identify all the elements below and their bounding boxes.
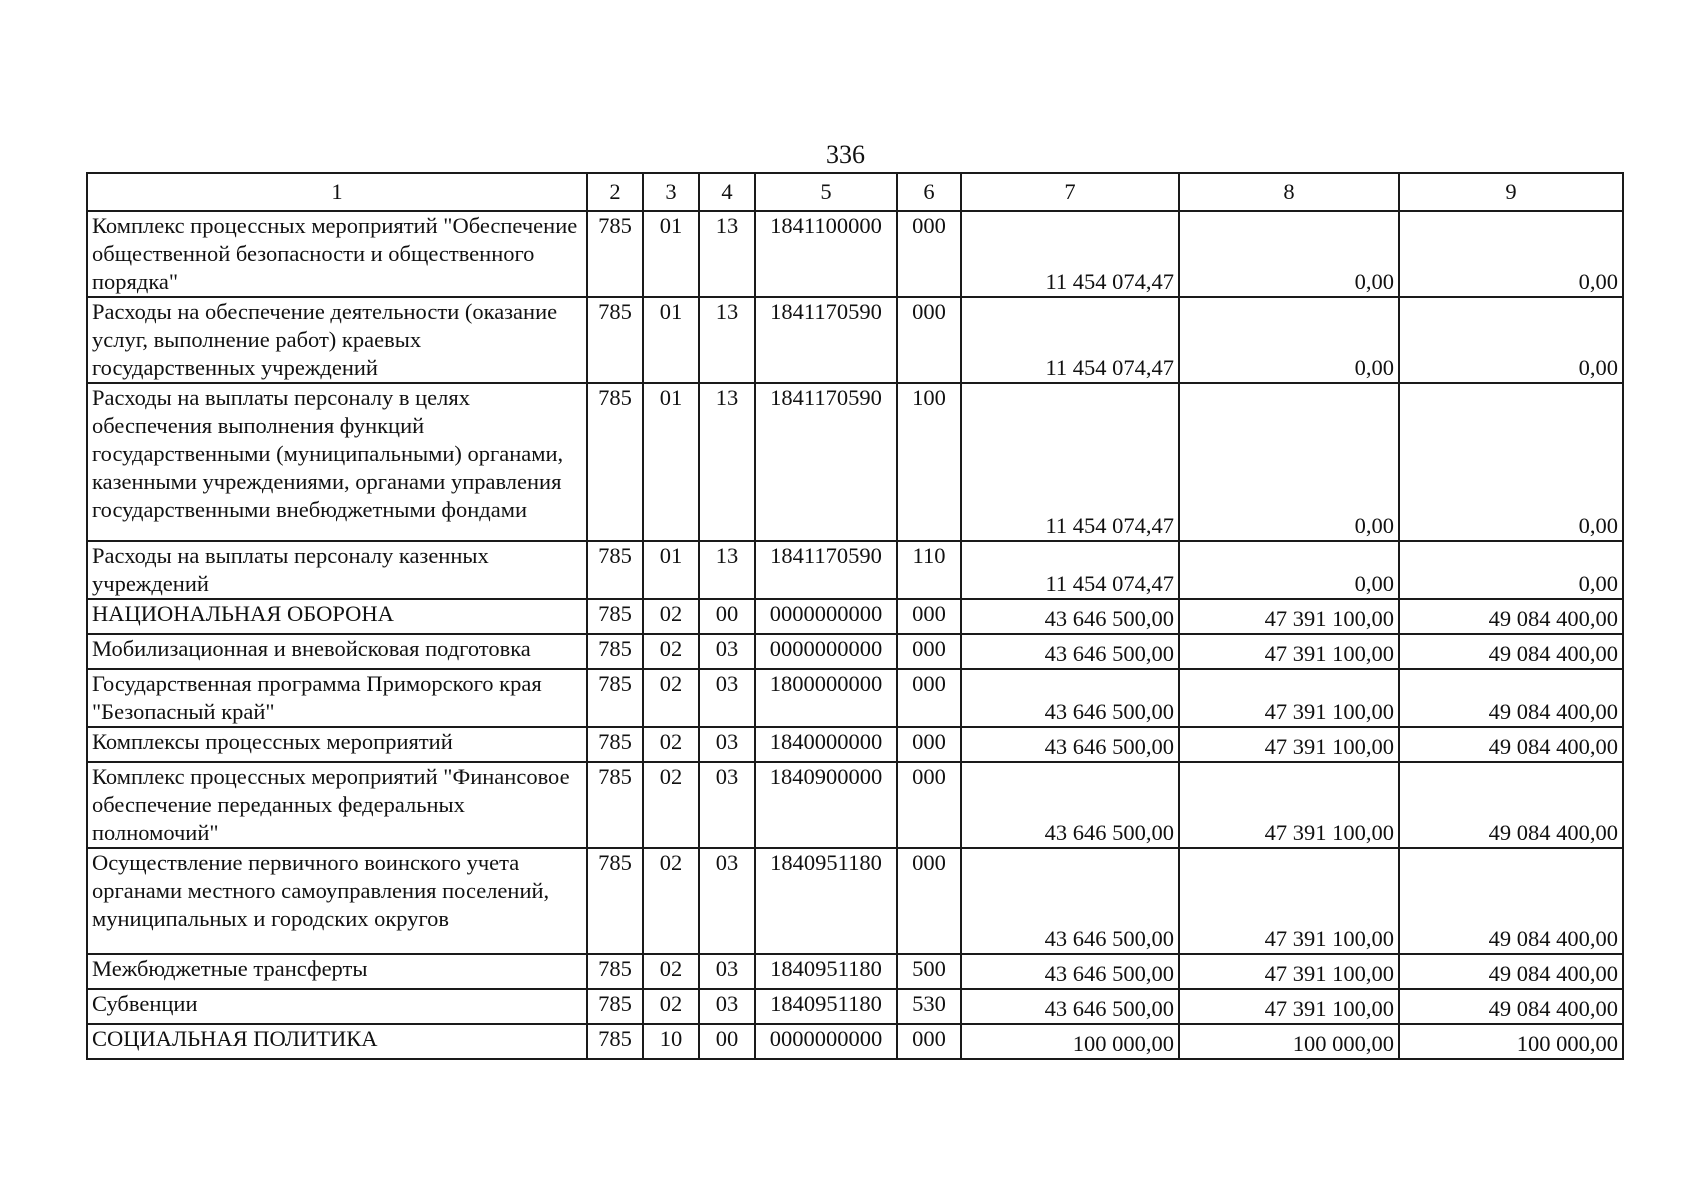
column-header: 1 — [87, 173, 587, 211]
row-code-4: 03 — [699, 727, 755, 762]
row-amount-9: 0,00 — [1399, 541, 1623, 599]
row-amount-8: 0,00 — [1179, 541, 1399, 599]
table-row — [87, 848, 1623, 954]
table-row — [87, 669, 1623, 727]
row-code-3: 02 — [643, 727, 699, 762]
row-code-5: 1841170590 — [755, 297, 897, 383]
row-code-5: 1841100000 — [755, 211, 897, 297]
row-name: Субвенции — [87, 989, 587, 1024]
table-row — [87, 634, 1623, 669]
table-row — [87, 954, 1623, 989]
row-amount-8: 47 391 100,00 — [1179, 989, 1399, 1024]
row-code-5: 1840951180 — [755, 989, 897, 1024]
row-code-2: 785 — [587, 762, 643, 848]
table-row — [87, 383, 1623, 541]
row-amount-8: 47 391 100,00 — [1179, 599, 1399, 634]
table-row — [87, 1024, 1623, 1059]
table-row — [87, 297, 1623, 383]
row-code-4: 03 — [699, 989, 755, 1024]
row-name: Осуществление первичного воинского учета органами местного самоуправления поселений, муниципальных и городских округов — [87, 848, 587, 954]
row-amount-9: 49 084 400,00 — [1399, 727, 1623, 762]
row-code-2: 785 — [587, 1024, 643, 1059]
table-row — [87, 599, 1623, 634]
row-code-4: 13 — [699, 297, 755, 383]
row-name: Государственная программа Приморского края "Безопасный край" — [87, 669, 587, 727]
row-amount-8: 100 000,00 — [1179, 1024, 1399, 1059]
row-code-6: 000 — [897, 599, 961, 634]
row-amount-7: 11 454 074,47 — [961, 383, 1179, 541]
row-code-2: 785 — [587, 599, 643, 634]
row-code-6: 000 — [897, 1024, 961, 1059]
row-name: СОЦИАЛЬНАЯ ПОЛИТИКА — [87, 1024, 587, 1059]
row-code-4: 13 — [699, 383, 755, 541]
row-amount-9: 49 084 400,00 — [1399, 989, 1623, 1024]
row-code-6: 000 — [897, 669, 961, 727]
row-code-5: 0000000000 — [755, 599, 897, 634]
row-code-5: 1841170590 — [755, 383, 897, 541]
row-code-3: 02 — [643, 954, 699, 989]
row-code-6: 000 — [897, 211, 961, 297]
row-amount-8: 0,00 — [1179, 211, 1399, 297]
row-code-2: 785 — [587, 727, 643, 762]
row-amount-7: 43 646 500,00 — [961, 634, 1179, 669]
row-amount-7: 43 646 500,00 — [961, 727, 1179, 762]
row-amount-7: 43 646 500,00 — [961, 599, 1179, 634]
row-amount-7: 43 646 500,00 — [961, 848, 1179, 954]
row-code-2: 785 — [587, 634, 643, 669]
column-header: 6 — [897, 173, 961, 211]
row-amount-9: 49 084 400,00 — [1399, 599, 1623, 634]
row-amount-9: 49 084 400,00 — [1399, 634, 1623, 669]
row-amount-9: 49 084 400,00 — [1399, 848, 1623, 954]
row-code-2: 785 — [587, 211, 643, 297]
table-row — [87, 762, 1623, 848]
row-amount-9: 49 084 400,00 — [1399, 762, 1623, 848]
column-header: 5 — [755, 173, 897, 211]
row-code-4: 03 — [699, 634, 755, 669]
row-code-2: 785 — [587, 989, 643, 1024]
row-code-3: 01 — [643, 297, 699, 383]
row-code-5: 1840000000 — [755, 727, 897, 762]
row-code-2: 785 — [587, 954, 643, 989]
row-name: НАЦИОНАЛЬНАЯ ОБОРОНА — [87, 599, 587, 634]
row-code-4: 03 — [699, 762, 755, 848]
row-code-6: 110 — [897, 541, 961, 599]
row-amount-7: 43 646 500,00 — [961, 762, 1179, 848]
row-code-4: 03 — [699, 954, 755, 989]
page-number: 336 — [826, 140, 865, 169]
table-row — [87, 727, 1623, 762]
row-amount-8: 47 391 100,00 — [1179, 954, 1399, 989]
row-name: Комплексы процессных мероприятий — [87, 727, 587, 762]
row-code-5: 1840951180 — [755, 848, 897, 954]
row-name: Комплекс процессных мероприятий "Финансовое обеспечение переданных федеральных полномочий" — [87, 762, 587, 848]
row-code-4: 03 — [699, 848, 755, 954]
row-name: Комплекс процессных мероприятий "Обеспечение общественной безопасности и общественного порядка" — [87, 211, 587, 297]
row-code-3: 02 — [643, 848, 699, 954]
row-amount-8: 47 391 100,00 — [1179, 634, 1399, 669]
table-row — [87, 541, 1623, 599]
row-amount-9: 49 084 400,00 — [1399, 954, 1623, 989]
row-code-2: 785 — [587, 669, 643, 727]
row-name: Мобилизационная и вневойсковая подготовка — [87, 634, 587, 669]
row-amount-7: 11 454 074,47 — [961, 297, 1179, 383]
row-code-2: 785 — [587, 541, 643, 599]
column-header: 4 — [699, 173, 755, 211]
row-amount-9: 0,00 — [1399, 297, 1623, 383]
row-code-6: 000 — [897, 727, 961, 762]
row-amount-8: 47 391 100,00 — [1179, 727, 1399, 762]
table-row — [87, 989, 1623, 1024]
row-amount-8: 47 391 100,00 — [1179, 762, 1399, 848]
row-code-2: 785 — [587, 383, 643, 541]
row-amount-8: 47 391 100,00 — [1179, 848, 1399, 954]
row-code-3: 02 — [643, 599, 699, 634]
row-amount-9: 49 084 400,00 — [1399, 669, 1623, 727]
row-code-3: 02 — [643, 762, 699, 848]
row-code-3: 01 — [643, 541, 699, 599]
row-code-6: 530 — [897, 989, 961, 1024]
row-code-3: 02 — [643, 989, 699, 1024]
row-code-4: 13 — [699, 211, 755, 297]
row-code-5: 1840951180 — [755, 954, 897, 989]
row-amount-8: 47 391 100,00 — [1179, 669, 1399, 727]
row-code-5: 1800000000 — [755, 669, 897, 727]
row-code-4: 00 — [699, 1024, 755, 1059]
row-amount-7: 43 646 500,00 — [961, 669, 1179, 727]
budget-table — [86, 172, 1624, 1060]
row-amount-7: 11 454 074,47 — [961, 541, 1179, 599]
row-amount-8: 0,00 — [1179, 383, 1399, 541]
row-code-6: 500 — [897, 954, 961, 989]
row-code-6: 000 — [897, 297, 961, 383]
row-code-4: 03 — [699, 669, 755, 727]
row-code-4: 00 — [699, 599, 755, 634]
row-code-6: 000 — [897, 848, 961, 954]
row-code-3: 02 — [643, 634, 699, 669]
row-amount-9: 0,00 — [1399, 211, 1623, 297]
column-header: 9 — [1399, 173, 1623, 211]
column-header: 8 — [1179, 173, 1399, 211]
column-header: 7 — [961, 173, 1179, 211]
row-name: Расходы на выплаты персоналу в целях обеспечения выполнения функций государственными (муниципальными) органами, казенными учреждениями, органами управления государственными внебюджетными фондами — [87, 383, 587, 541]
row-code-6: 100 — [897, 383, 961, 541]
row-code-2: 785 — [587, 297, 643, 383]
column-header: 3 — [643, 173, 699, 211]
table-row — [87, 211, 1623, 297]
row-code-5: 0000000000 — [755, 1024, 897, 1059]
row-name: Расходы на обеспечение деятельности (оказание услуг, выполнение работ) краевых государственных учреждений — [87, 297, 587, 383]
row-name: Расходы на выплаты персоналу казенных учреждений — [87, 541, 587, 599]
row-amount-9: 0,00 — [1399, 383, 1623, 541]
row-code-3: 02 — [643, 669, 699, 727]
row-amount-9: 100 000,00 — [1399, 1024, 1623, 1059]
row-code-5: 0000000000 — [755, 634, 897, 669]
row-code-3: 10 — [643, 1024, 699, 1059]
row-amount-7: 43 646 500,00 — [961, 954, 1179, 989]
row-code-3: 01 — [643, 211, 699, 297]
row-code-6: 000 — [897, 762, 961, 848]
row-amount-7: 11 454 074,47 — [961, 211, 1179, 297]
row-code-6: 000 — [897, 634, 961, 669]
row-amount-7: 43 646 500,00 — [961, 989, 1179, 1024]
row-code-3: 01 — [643, 383, 699, 541]
row-code-2: 785 — [587, 848, 643, 954]
column-header: 2 — [587, 173, 643, 211]
row-amount-7: 100 000,00 — [961, 1024, 1179, 1059]
row-name: Межбюджетные трансферты — [87, 954, 587, 989]
row-amount-8: 0,00 — [1179, 297, 1399, 383]
row-code-5: 1840900000 — [755, 762, 897, 848]
header-row — [87, 173, 1623, 211]
row-code-4: 13 — [699, 541, 755, 599]
row-code-5: 1841170590 — [755, 541, 897, 599]
